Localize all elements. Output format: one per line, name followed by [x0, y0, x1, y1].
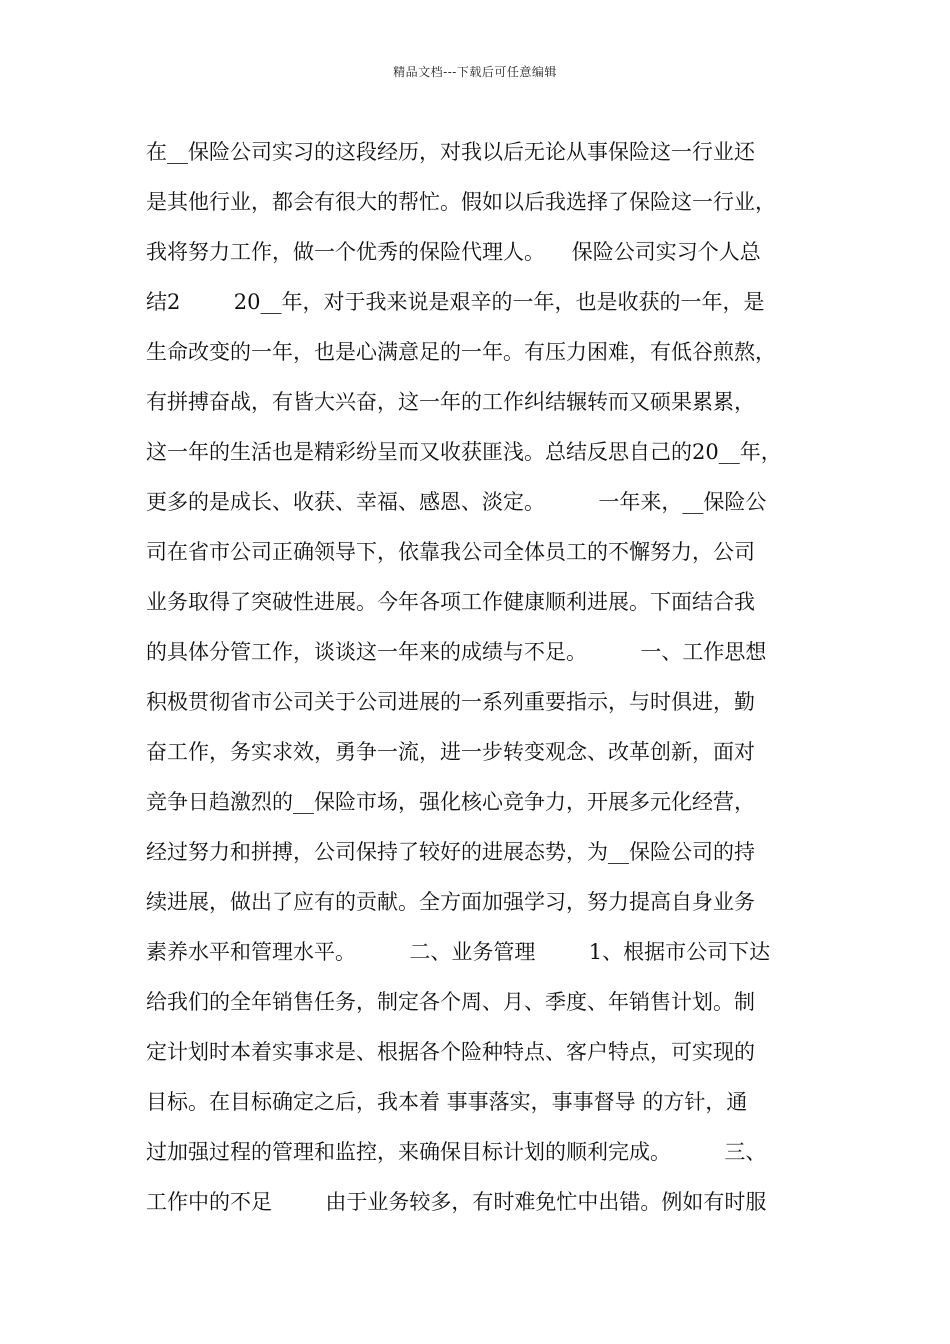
text-line: 在__保险公司实习的这段经历，对我以后无论从事保险这一行业还 [146, 140, 755, 164]
text-line: 这一年的生活也是精彩纷呈而又收获匪浅。总结反思自己的20__年， [146, 440, 782, 464]
text-line: 结2 20__年，对于我来说是艰辛的一年，也是收获的一年，是 [146, 290, 765, 314]
text-line: 有拼搏奋战，有皆大兴奋，这一年的工作纠结辗转而又硕果累累， [146, 390, 755, 414]
text-line: 素养水平和管理水平。 二、业务管理 1、根据市公司下达 [146, 940, 771, 964]
text-line: 的具体分管工作，谈谈这一年来的成绩与不足。 一、工作思想 [146, 640, 767, 664]
body-text [146, 132, 826, 1232]
text-line: 竞争日趋激烈的__保险市场，强化核心竞争力，开展多元化经营， [146, 790, 755, 814]
text-line: 我将努力工作，做一个优秀的保险代理人。 保险公司实习个人总 [146, 240, 761, 264]
text-line: 生命改变的一年，也是心满意足的一年。有压力困难，有低谷煎熬， [146, 340, 776, 364]
text-line: 定计划时本着实事求是、根据各个险种特点、客户特点，可实现的 [146, 1040, 755, 1064]
text-line: 更多的是成长、收获、幸福、感恩、淡定。 一年来，__保险公 [146, 490, 767, 514]
text-line: 经过努力和拼搏，公司保持了较好的进展态势，为__保险公司的持 [146, 840, 755, 864]
text-line: 积极贯彻省市公司关于公司进展的一系列重要指示，与时俱进，勤 [146, 690, 755, 714]
text-line: 司在省市公司正确领导下，依靠我公司全体员工的不懈努力，公司 [146, 540, 755, 564]
text-line: 工作中的不足 由于业务较多，有时难免忙中出错。例如有时服 [146, 1190, 767, 1214]
text-line: 业务取得了突破性进展。今年各项工作健康顺利进展。下面结合我 [146, 590, 755, 614]
text-line: 给我们的全年销售任务，制定各个周、月、季度、年销售计划。制 [146, 990, 755, 1014]
text-line: 目标。在目标确定之后，我本着 事事落实，事事督导 的方针，通 [146, 1090, 748, 1114]
text-line: 是其他行业，都会有很大的帮忙。假如以后我选择了保险这一行业， [146, 190, 776, 214]
text-line: 过加强过程的管理和监控，来确保目标计划的顺利完成。 三、 [146, 1140, 767, 1164]
text-line: 续进展，做出了应有的贡献。全方面加强学习，努力提高自身业务 [146, 890, 755, 914]
page-header: 精品文档---下载后可任意编辑 [393, 65, 557, 79]
text-line: 奋工作，务实求效，勇争一流，进一步转变观念、改革创新，面对 [146, 740, 755, 764]
